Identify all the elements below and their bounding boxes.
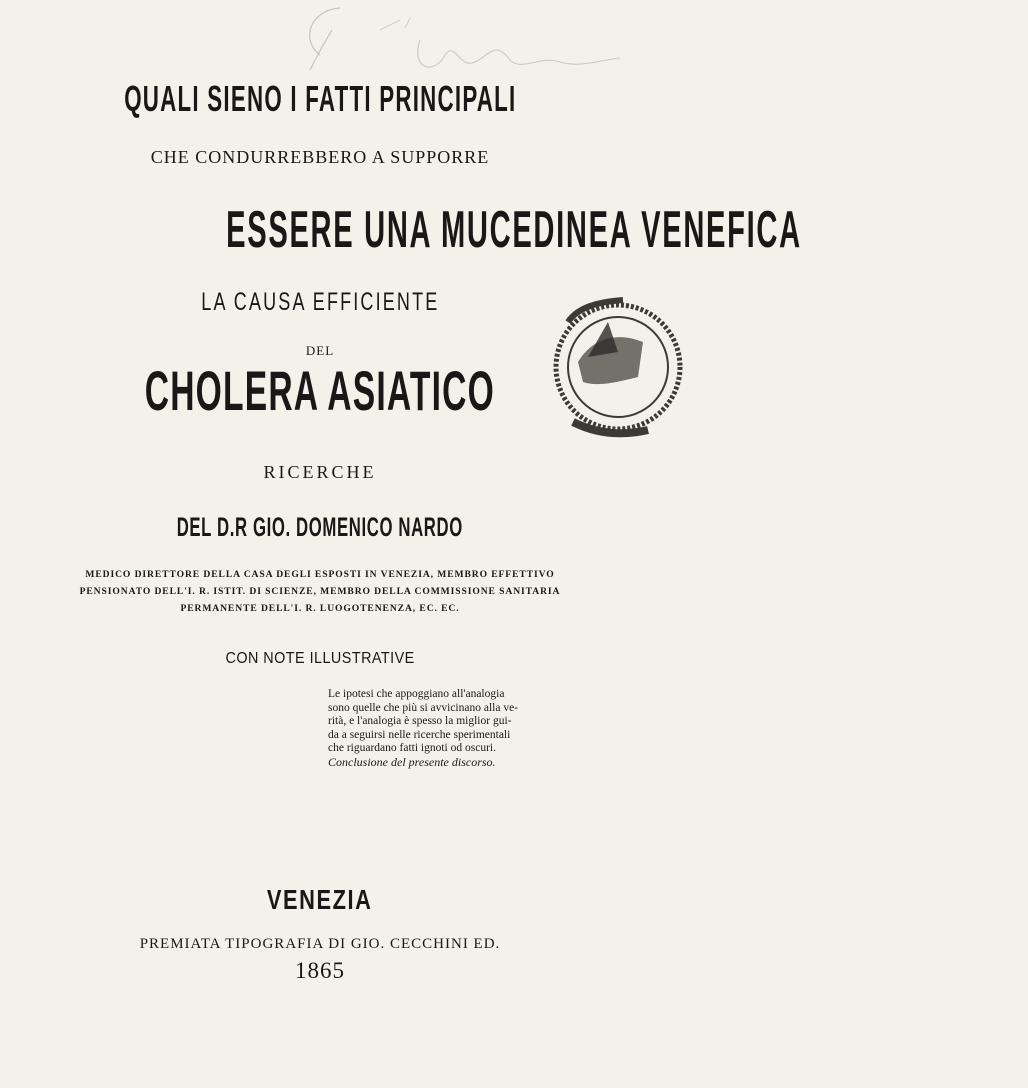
handwritten-signature xyxy=(260,0,640,80)
epigraph xyxy=(328,688,578,769)
credential-line: MEDICO DIRETTORE DELLA CASA DEGLI ESPOSTI IN VENEZIA, MEMBRO EFFETTIVO xyxy=(85,569,555,580)
title-line-6: CHOLERA ASIATICO xyxy=(144,359,496,422)
epigraph-line: che riguardano fatti ignoti od oscuri. xyxy=(328,742,496,754)
subtitle-ricerche: RICERCHE xyxy=(263,462,377,482)
epigraph-line: Le ipotesi che appoggiano all'analogia xyxy=(328,688,505,700)
credential-line: PERMANENTE DELL'I. R. LUOGOTENENZA, EC. EC. xyxy=(180,603,460,614)
title-line-2: CHE CONDURREBBERO A SUPPORRE xyxy=(150,147,490,167)
title-line-3: ESSERE UNA MUCEDINEA VENEFICA xyxy=(226,201,802,259)
title-line-1: QUALI SIENO I FATTI PRINCIPALI xyxy=(123,78,517,119)
library-stamp-icon xyxy=(548,282,648,452)
epigraph-line: sono quelle che più si avvicinano alla ve- xyxy=(328,701,519,714)
title-line-4: LA CAUSA EFFICIENTE xyxy=(200,288,440,316)
credential-line: PENSIONATO DELL'I. R. ISTIT. DI SCIENZE, MEMBRO DELLA COMMISSIONE SANITARIA xyxy=(79,586,561,597)
title-line-5: DEL xyxy=(305,343,335,358)
imprint-printer: PREMIATA TIPOGRAFIA DI GIO. CECCHINI ED. xyxy=(139,936,501,952)
author-line: DEL D.R GIO. DOMENICO NARDO xyxy=(176,512,464,542)
notes-line: CON NOTE ILLUSTRATIVE xyxy=(225,650,415,667)
epigraph-source: Conclusione del presente discorso. xyxy=(328,754,496,769)
imprint-city: VENEZIA xyxy=(267,884,373,915)
epigraph-line: rità, e l'analogia è spesso la miglior gui- xyxy=(328,715,512,727)
imprint-year: 1865 xyxy=(295,958,345,983)
epigraph-line: da a seguirsi nelle ricerche sperimentali xyxy=(328,728,511,741)
